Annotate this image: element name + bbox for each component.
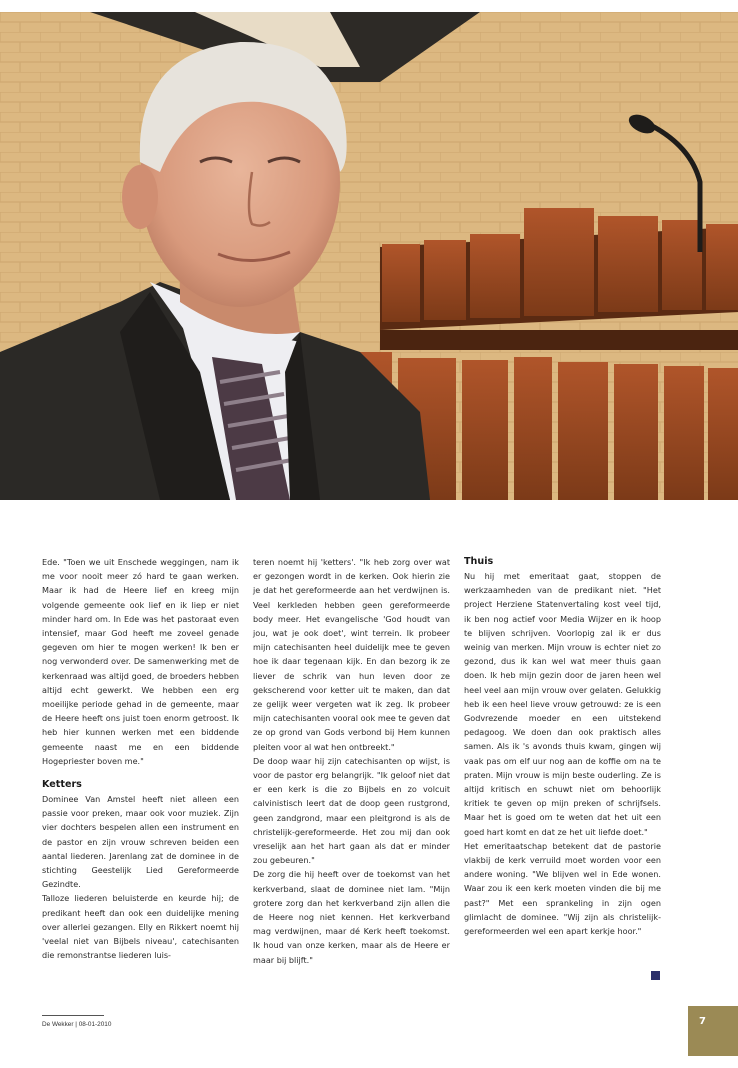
footer-source: De Wekker | 08-01-2010 <box>42 1021 112 1028</box>
paragraph: Ede. "Toen we uit Enschede weggingen, nam ik me voor nooit meer zó hard te gaan werken. Maar ik had de Heere lief en kreeg mijn volgende gemeente ook lief en ik liep er niet minder hard om. In Ede was het pastoraat even intensief, maar God heeft me zoveel genade gegeven om hier te mogen werken! Ik ben er nog verwonderd over. De samenwerking met de kerkenraad was altijd goed, de broeders hebben altijd echt gewerkt. We hebben een erg moeilijke periode gehad in de gemeente, maar de Heere heeft ons juist toen enorm getroost. Ik heb hier kunnen werken met een biddende gemeente naast me en een biddende Hogepriester boven me." <box>42 557 239 766</box>
paragraph: De doop waar hij zijn catechisanten op wijst, is voor de pastor erg belangrijk. "Ik geloof niet dat er een kerk is die zo Bijbels en zo volcuit calvinistisch leert dat de doop geen rustgrond, geen zandgrond, maar een pleitgrond is als de christelijk-gereformeerde. Het zou mij dan ook vreselijk aan het hart gaan als dat er minder zou gebeuren." <box>253 755 450 866</box>
paragraph: teren noemt hij 'ketters'. "Ik heb zorg over wat er gezongen wordt in de kerken. Ook hierin zie je dat het gereformeerde aan het verdwijnen is. Veel kerkleden hebben geen gereformeerde body meer. Het evangelische 'God houdt van jou, wat je ook doet', wint terrein. Ik probeer mijn catechisanten heel duidelijk mee te geven hoe ik daar tegenaan kijk. En dan bezorg ik ze liever de schrik van hun leven door ze gekscherend voor ketter uit te maken, dan dat ze gelijk weer vergeten wat ik zeg. Ik probeer mijn catechisanten vooral ook mee te geven dat ze op grond van Gods verbond bij Hem kunnen pleiten voor al wat hen ontbreekt." <box>253 557 450 752</box>
paragraph: Nu hij met emeritaat gaat, stoppen de werkzaamheden van de predikant niet. "Het project Herziene Statenvertaling kost veel tijd, ik ben nog actief voor Media Wijzer en ik hoop te blijven schrijven. Voorlopig zal ik er dus weinig van merken. Mijn vrouw is echter niet zo gezond, dus ik kan wel wat meer thuis gaan doen. Ik heb mijn gezin door de jaren heen wel heel veel aan mijn vrouw over gelaten. Gelukkig heb ik een heel lieve vrouw getrouwd: ze is een Godvrezende moeder en een uitstekend pedagoog. We doen dan ook praktisch alles samen. Als ik 's avonds thuis kwam, gingen wij vaak pas om elf uur nog aan de koffie om na te praten. Mijn vrouw is mijn beste ouderling. Ze is altijd kritisch en schuwt niet om behoorlijk kritiek te geven op mijn preken of schrijfsels. Maar het is goed om te weten dat het uit een goed hart komt en dat ze het uit liefde doet." <box>464 571 661 837</box>
paragraph: Talloze liederen beluisterde en keurde hij; de predikant heeft dan ook een duidelijke mening over allerlei gezangen. Elly en Rikkert noemt hij 'veelal niet van Bijbels niveau', catechisanten die remonstrantse liederen luis- <box>42 893 239 961</box>
paragraph: Het emeritaatschap betekent dat de pastorie vlakbij de kerk verruild moet worden voor een andere woning. "We blijven wel in Ede wonen. Waar zou ik een kerk moeten vinden die bij me past?" Met een sprankeling in zijn ogen glimlacht de dominee. "Wij zijn als christelijk-gereformeerden wel een apart kerkje hoor." <box>464 840 661 937</box>
portrait-illustration <box>0 12 738 500</box>
paragraph: Dominee Van Amstel heeft niet alleen een passie voor preken, maar ook voor muziek. Zijn vier dochters bespelen allen een instrument en de pastor en zijn vrouw schreven beiden een aantal liederen. Jarenlang zat de dominee in de stichting Geestelijk Lied Gereformeerde Gezindte. <box>42 794 239 890</box>
article-end-square-icon <box>651 971 660 980</box>
article-column-1 <box>42 555 239 962</box>
article-photo <box>0 12 738 500</box>
article-column-3 <box>464 555 661 938</box>
section-heading-ketters: Ketters <box>42 779 82 791</box>
footer-divider <box>42 1015 104 1016</box>
page-number-tab <box>688 1006 738 1056</box>
article-column-2 <box>253 555 450 967</box>
page-number: 7 <box>699 1016 706 1027</box>
section-heading-thuis: Thuis <box>464 556 494 567</box>
paragraph: De zorg die hij heeft over de toekomst van het kerkverband, slaat de dominee niet lam. "Mijn grotere zorg dan het kerkverband zijn allen die de Heere nog niet kennen. Het kerkverband mag verdwijnen, maar dé Kerk heeft toekomst. Ik houd van onze kerken, maar als de Heere er maar bij blijft." <box>253 869 450 965</box>
